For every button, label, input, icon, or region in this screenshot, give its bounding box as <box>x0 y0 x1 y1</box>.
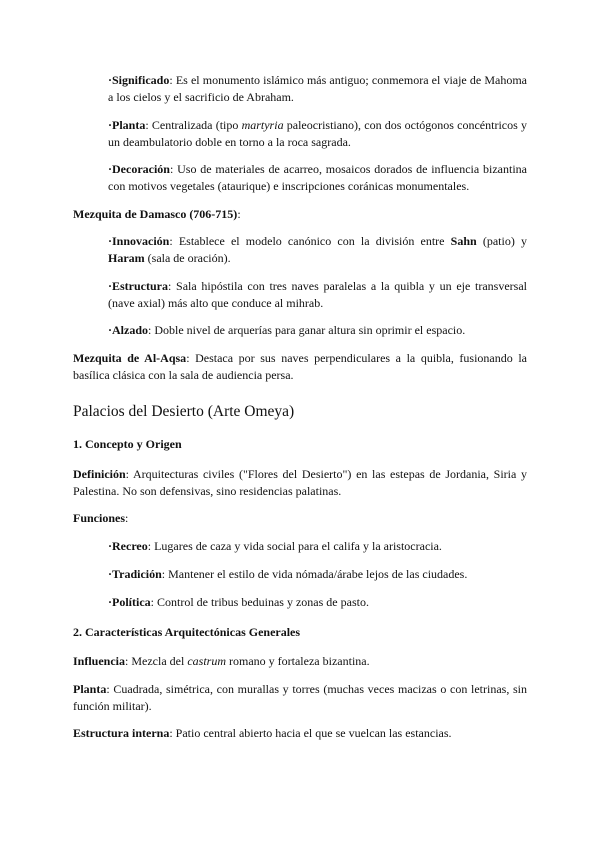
innovacion-paragraph: ·Innovación: Establece el modelo canónico con la división entre Sahn (patio) y Haram (sala de oración). <box>108 234 527 265</box>
influencia-paragraph: Influencia: Mezcla del castrum romano y fortaleza bizantina. <box>73 654 370 668</box>
al-aqsa-paragraph: Mezquita de Al-Aqsa: Destaca por sus naves perpendiculares a la quibla, fusionando la basílica clásica con la sala de audiencia persa. <box>73 351 527 382</box>
list-item: ·Tradición: Mantener el estilo de vida nómada/árabe lejos de las ciudades. <box>108 567 468 581</box>
estructura-interna-paragraph: Estructura interna: Patio central abierto hacia el que se vuelcan las estancias. <box>73 726 452 740</box>
subsection-title-1: 1. Concepto y Origen <box>73 437 182 451</box>
decoracion-paragraph: ·Decoración: Uso de materiales de acarreo, mosaicos dorados de influencia bizantina con motivos vegetales (ataurique) e inscripciones coránicas monumentales. <box>108 162 527 193</box>
damasco-heading: Mezquita de Damasco (706-715): <box>73 207 241 221</box>
subsection-title-2: 2. Características Arquitectónicas Generales <box>73 625 301 639</box>
significado-paragraph: ·Significado: Es el monumento islámico más antiguo; conmemora el viaje de Mahoma a los cielos y el sacrificio de Abraham. <box>108 73 527 104</box>
planta-paragraph: ·Planta: Centralizada (tipo martyria paleocristiano), con dos octógonos concéntricos y un deambulatorio doble en torno a la roca sagrada. <box>108 118 527 149</box>
definicion-paragraph: Definición: Arquitecturas civiles ("Flores del Desierto") en las estepas de Jordania, Siria y Palestina. No son defensivas, sino residencias palatinas. <box>73 467 527 498</box>
funciones-label: Funciones: <box>73 511 129 525</box>
alzado-paragraph: ·Alzado: Doble nivel de arquerías para ganar altura sin oprimir el espacio. <box>108 323 466 337</box>
estructura-paragraph: ·Estructura: Sala hipóstila con tres naves paralelas a la quibla y un eje transversal (nave axial) más alto que conduce al mihrab. <box>108 279 527 310</box>
list-item: ·Recreo: Lugares de caza y vida social para el califa y la aristocracia. <box>108 539 442 553</box>
list-item: ·Política: Control de tribus beduinas y zonas de pasto. <box>108 595 369 609</box>
section-title: Palacios del Desierto (Arte Omeya) <box>73 403 295 420</box>
planta-general-paragraph: Planta: Cuadrada, simétrica, con murallas y torres (muchas veces macizas o con letrinas, sin función militar). <box>73 682 527 713</box>
